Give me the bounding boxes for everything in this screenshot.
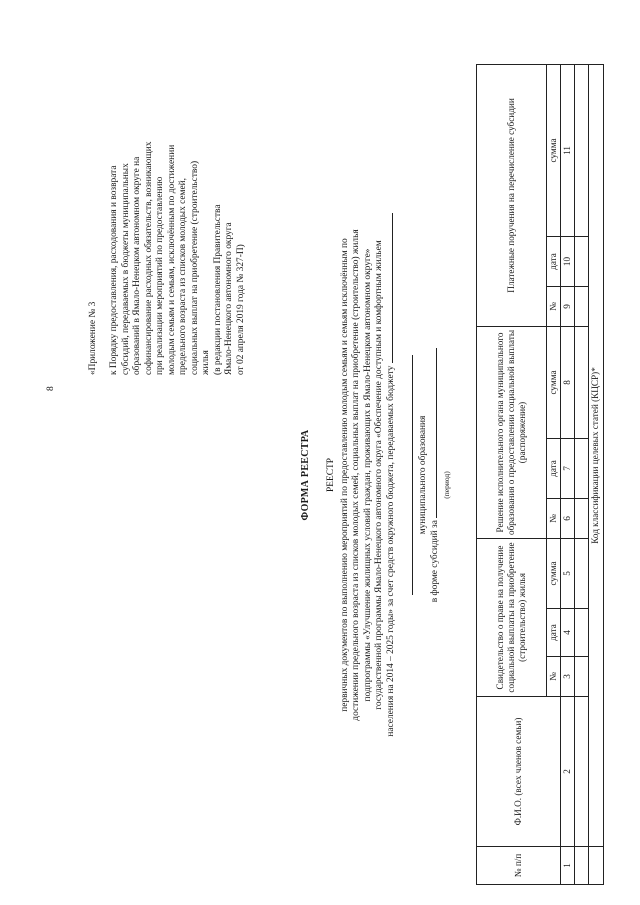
column-number: 4 (560, 609, 574, 657)
ksr-empty-cell (588, 847, 603, 885)
municipality-caption: муниципального образования (418, 415, 428, 535)
period-blank (436, 348, 437, 518)
empty-cell (574, 64, 588, 236)
register-description (340, 105, 397, 845)
empty-cell (574, 438, 588, 498)
subheader-cell: сумма (547, 538, 561, 608)
appendix-line: при реализации мероприятий по предоставлению (155, 176, 166, 375)
header-num: № п/п (477, 847, 561, 885)
column-number: 11 (560, 64, 574, 236)
empty-cell (574, 286, 588, 326)
register-table (476, 64, 604, 885)
header-certificate: Свидетельство о праве на получение социальной выплаты на приобретение (строительство) жилья (477, 538, 547, 696)
rotated-document-content (40, 65, 600, 885)
empty-cell (574, 236, 588, 286)
table-ksr-row (588, 64, 603, 884)
empty-cell (574, 498, 588, 538)
header-decision: Решение исполнительного органа муниципального образования о предоставлении социальной выплаты (распоряжение) (477, 326, 547, 538)
column-number: 10 (560, 236, 574, 286)
appendix-line: предельного возраста из списков молодых семей, (178, 178, 189, 375)
appendix-block (88, 75, 247, 375)
subheader-cell: сумма (547, 64, 561, 236)
appendix-line: (в редакции постановления Правительства (212, 204, 223, 375)
column-number: 3 (560, 657, 574, 697)
column-number: 9 (560, 286, 574, 326)
empty-cell (574, 538, 588, 608)
appendix-line: образований в Ямало-Ненецком автономном округе на (132, 156, 143, 375)
subheader-cell: дата (547, 236, 561, 286)
appendix-line: софинансирование расходных обязательств, возникающих (143, 141, 154, 375)
empty-cell (574, 326, 588, 438)
page-number: 8 (46, 386, 56, 391)
ksr-label: Код классификации целевых статей (КЦСР)* (588, 64, 603, 846)
header-payments: Платежные поручения на перечисление субсидии (477, 64, 547, 326)
appendix-line: субсидий, передаваемых в бюджеты муниципальных (120, 163, 131, 375)
empty-cell (574, 657, 588, 697)
register-line: подпрограммы «Улучшение жилищных условий граждан, проживающих в Ямало-Ненецком автономном округе» (362, 248, 373, 702)
empty-cell (574, 847, 588, 885)
appendix-line: Ямало-Ненецкого автономного округа (224, 222, 235, 375)
register-line: первичных документов по выполнению мероприятий по предоставлению молодым семьям и семьям исключённым по (340, 238, 350, 712)
register-line: государственной программы Ямало-Ненецкого автономного округа «Обеспечение доступным и комфортным жильем (374, 240, 385, 710)
column-number: 2 (560, 697, 574, 847)
appendix-line: к Порядку предоставления, расходования и возврата (109, 165, 120, 375)
period-prefix: в форме субсидий за (430, 520, 440, 603)
form-title: ФОРМА РЕЕСТРА (300, 429, 311, 521)
register-line: достижении предельного возраста из списков молодых семей, социальных выплат на приобретение (строительство) жилья (351, 229, 362, 721)
empty-cell (574, 609, 588, 657)
appendix-line: от 02 апреля 2019 года № 327-П) (235, 244, 246, 375)
subheader-cell: № (547, 286, 561, 326)
column-number: 5 (560, 538, 574, 608)
budget-blank-line (392, 213, 393, 363)
appendix-line: молодым семьям и семьям, исключённым по достижении (166, 144, 177, 375)
table-empty-row (574, 64, 588, 884)
subheader-cell: № (547, 657, 561, 697)
period-line (430, 65, 441, 885)
subheader-cell: дата (547, 609, 561, 657)
municipality-line (406, 65, 417, 885)
subheader-cell: № (547, 498, 561, 538)
municipality-blank (412, 355, 413, 595)
empty-cell (574, 697, 588, 847)
register-line-text: населения на 2014 – 2025 годы» за счет средств окружного бюджета, передаваемых бюджету (385, 365, 396, 737)
column-number: 6 (560, 498, 574, 538)
appendix-line: жилья (201, 350, 212, 375)
appendix-body (109, 75, 247, 375)
subheader-cell: дата (547, 438, 561, 498)
column-number: 1 (560, 847, 574, 885)
table-column-numbers-row (560, 64, 574, 884)
register-title: РЕЕСТР (326, 458, 336, 492)
header-fio: Ф.И.О. (всех членов семьи) (477, 697, 561, 847)
table-header-row (477, 64, 547, 884)
period-caption: (период) (442, 471, 451, 499)
column-number: 7 (560, 438, 574, 498)
subheader-cell: сумма (547, 326, 561, 438)
register-line (386, 105, 397, 845)
column-number: 8 (560, 326, 574, 438)
appendix-title: «Приложение № 3 (88, 301, 98, 375)
appendix-line: социальных выплат на приобретение (строительство) (189, 160, 200, 375)
